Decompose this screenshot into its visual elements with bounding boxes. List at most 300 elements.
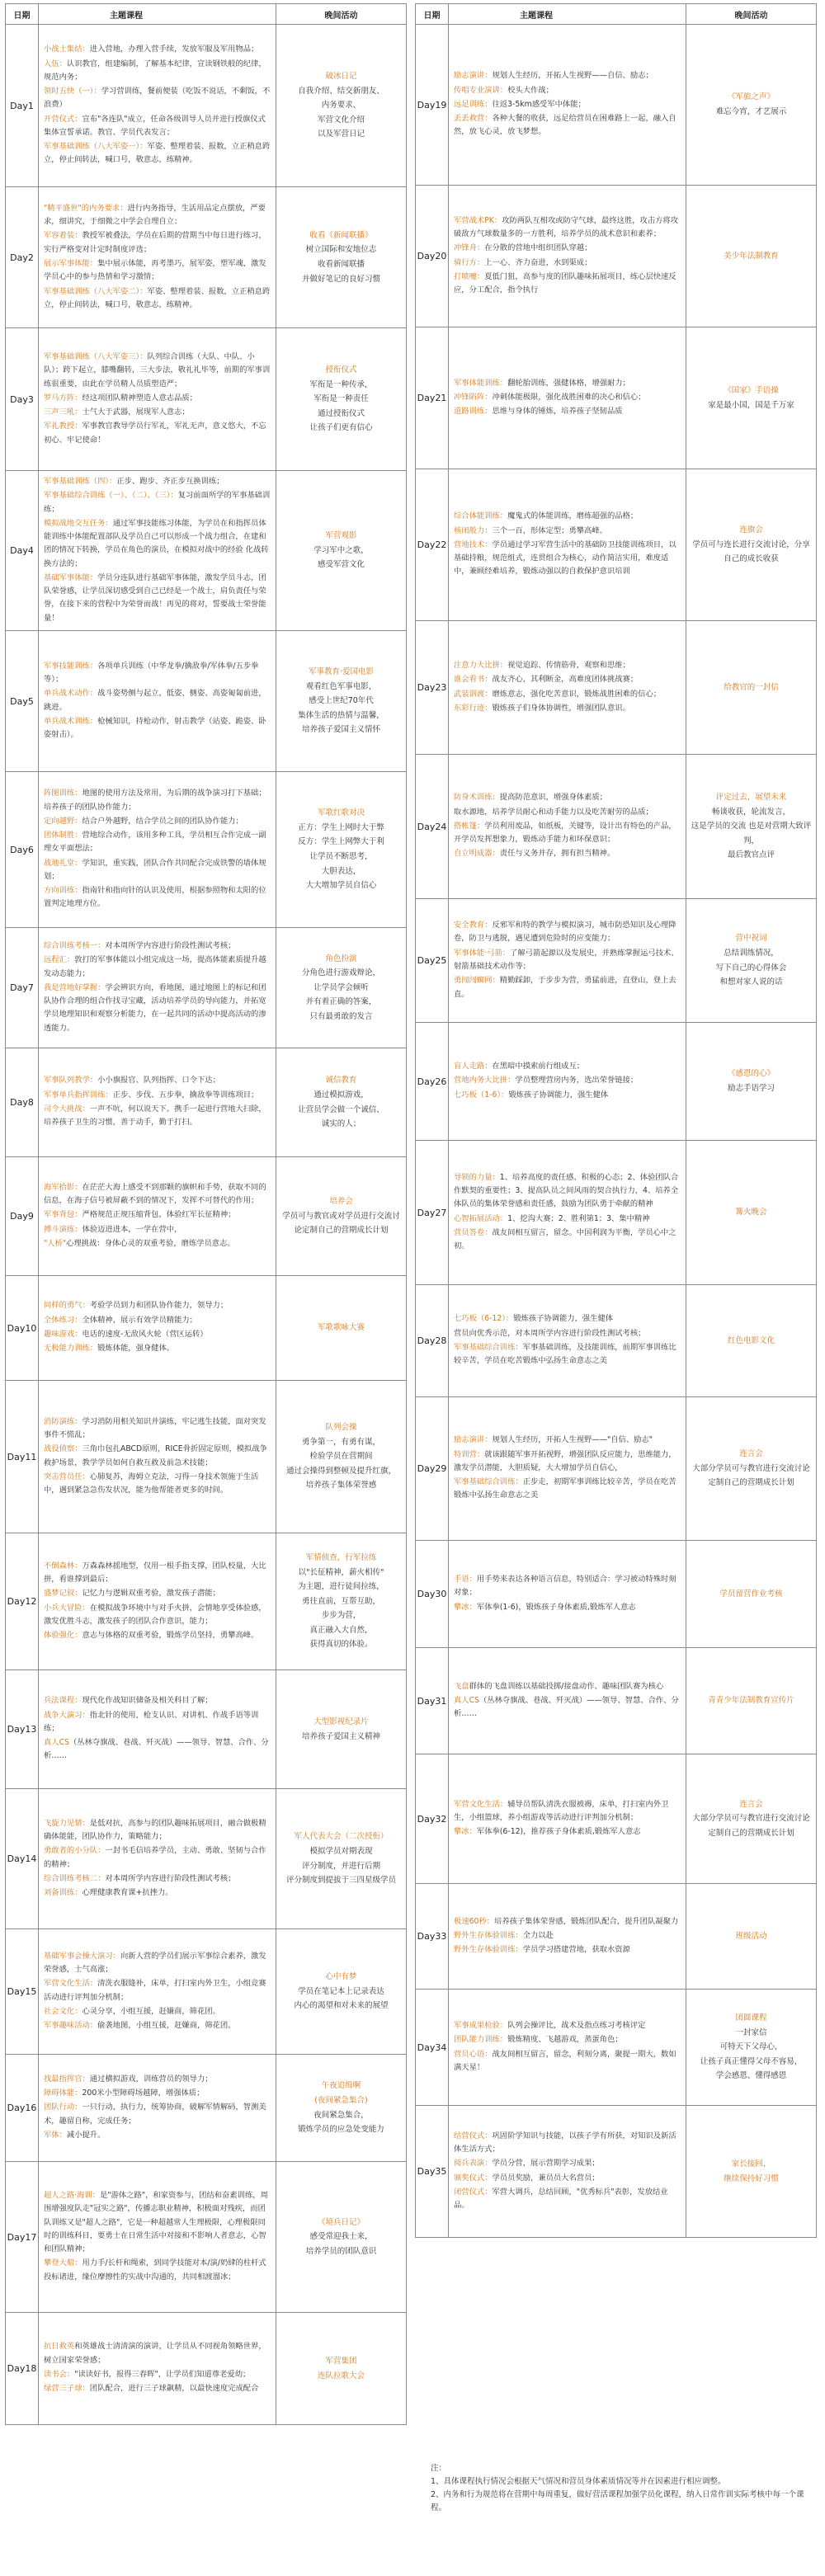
activity-desc: 步步为营， xyxy=(321,1611,361,1621)
course-item-title: 领时五快（一）： xyxy=(44,87,101,97)
course-item-title: 军营文化生活： xyxy=(454,1799,508,1809)
course-item-desc: 认识教官，组建编制，了解基本纪律，宣读钢铁般的纪律，规范内务； xyxy=(44,59,266,82)
day-label: Day28 xyxy=(416,1285,449,1397)
course-cell xyxy=(449,899,686,1023)
course-item-desc: 心灵分享，小组互援，赶嫌商，筛花团。 xyxy=(82,2006,220,2016)
course-item xyxy=(44,829,271,856)
course-item xyxy=(44,1074,271,1087)
course-item-desc: 夏低门狙，高参与度的团队趣味拓展项目，练心层快速反应，分工配合，指令执行 xyxy=(454,271,676,295)
schedule-body-left xyxy=(6,25,407,2425)
course-item-desc: 战友间相互留言，留念。中国利润为平衡，学员心中之初。 xyxy=(454,1227,676,1251)
course-item-title: 营地内务大比拼： xyxy=(454,1076,516,1085)
course-item xyxy=(44,2087,271,2100)
schedule-body-right xyxy=(416,25,817,2238)
course-item xyxy=(454,847,681,860)
day-label: Day31 xyxy=(416,1648,449,1754)
course-item xyxy=(44,1443,271,1470)
course-item-title: 自立明成器： xyxy=(454,849,500,859)
course-item-title: 极速60秒： xyxy=(454,1916,495,1926)
day-label: Day32 xyxy=(416,1754,449,1884)
course-header: 主题课程 xyxy=(39,4,276,25)
course-item xyxy=(44,660,271,687)
course-item-desc: 学员学习搭建营地，获取水资源 xyxy=(522,1945,630,1955)
course-item-desc: 锻炼精度、飞越游戏，蒸蛋角色； xyxy=(507,2035,623,2045)
course-item-title: 远足训练： xyxy=(454,99,493,109)
evening-activity-cell xyxy=(686,1884,817,1990)
activity-desc: 内心的渴望和对未来的展望 xyxy=(294,2001,389,2011)
activity-desc: 培养孩子爱国主义情怀 xyxy=(301,725,380,735)
activity-title: 队列会操 xyxy=(325,1423,357,1433)
course-item-desc: 200米小型障碍场越障，增强体质； xyxy=(82,2089,205,2098)
activity-title: 军事教育·爱国电影 xyxy=(308,667,375,677)
day-label: Day12 xyxy=(6,1533,39,1670)
course-item xyxy=(454,1434,681,1447)
course-item xyxy=(44,489,271,516)
course-item-title: 定向越野： xyxy=(44,816,82,826)
activity-title: 授衔仪式 xyxy=(325,365,357,375)
activity-desc: 学习军中之歌， xyxy=(314,545,369,555)
course-item-title: 不倒森林： xyxy=(44,1561,82,1571)
course-item-desc: 意志与体格的双重考验，锻炼学员坚持，勇攀高峰。 xyxy=(82,1631,259,1641)
course-item xyxy=(454,510,681,523)
course-cell xyxy=(449,25,686,186)
course-item xyxy=(44,406,271,419)
course-item-title: 团队能力训练： xyxy=(454,2035,508,2045)
course-item-desc: 队列综合训练（大队、中队、小队）；跨下起立，膝嘴翻转，三大步法，敬礼礼毕等，前期的军事训练很重要，由此在学员精人员质塑造严； xyxy=(44,352,271,389)
course-cell xyxy=(39,328,276,471)
course-item-title: 飞盘 xyxy=(454,1681,469,1691)
activity-title: 《感恩的心》 xyxy=(727,1069,775,1079)
course-item xyxy=(44,2073,271,2086)
course-item-title: 军事成果检验： xyxy=(454,2020,508,2030)
course-item xyxy=(454,947,681,974)
course-cell xyxy=(449,1023,686,1141)
activity-desc: 一封家信 xyxy=(735,2027,767,2037)
course-item xyxy=(44,2368,271,2381)
course-item xyxy=(44,1872,271,1886)
course-item-desc: 学员利用废品，如纸板，关键等，设计出有特色的产品，开学员发挥想象力，锻炼动手能力和环保意识； xyxy=(454,821,676,845)
activity-desc: 通过模拟游戏， xyxy=(314,1090,369,1100)
schedule-row xyxy=(6,328,407,471)
course-item xyxy=(44,1694,271,1707)
course-item-title: 障碍体能： xyxy=(44,2089,82,2098)
course-item-desc: 复习前面所学的军事基础训练； xyxy=(44,491,271,514)
course-item-desc: 魔鬼式的体能训练，磨练超强的品格； xyxy=(507,511,639,521)
course-item-title: 同样的勇气： xyxy=(44,1301,90,1311)
course-item-desc: 上一心、齐力奋进，水到渠成； xyxy=(484,257,592,267)
activity-title: 军营集团 xyxy=(325,2356,357,2366)
schedule-row xyxy=(416,1990,817,2106)
course-cell xyxy=(39,1157,276,1276)
course-item-title: "人桥" xyxy=(44,1238,67,1248)
course-item-title: 攀冰： xyxy=(454,1827,477,1837)
activity-desc: 最后教官点评 xyxy=(727,850,775,860)
evening-activity-cell xyxy=(276,2313,407,2425)
schedule-row xyxy=(416,469,817,621)
course-item xyxy=(454,377,681,390)
day-label: Day35 xyxy=(416,2106,449,2238)
day-label: Day23 xyxy=(416,621,449,755)
evening-activity-cell xyxy=(686,1990,817,2106)
activity-desc: 大部分学员可与教官进行交流讨论定制自己的营期成长计划 xyxy=(692,1814,810,1838)
course-item xyxy=(44,113,271,140)
schedule-row xyxy=(6,2313,407,2425)
course-item-desc: 责任与义务并存，拥有担当精神。 xyxy=(499,849,615,859)
evening-activity-cell xyxy=(276,1670,407,1789)
course-item xyxy=(44,2129,271,2142)
course-cell xyxy=(39,2055,276,2162)
evening-activity-cell xyxy=(686,186,817,327)
evening-activity-cell xyxy=(276,2055,407,2162)
day-label: Day34 xyxy=(416,1990,449,2106)
day-label: Day20 xyxy=(416,186,449,327)
activity-title: 连言会 xyxy=(739,1799,763,1809)
activity-title: 破冰日记 xyxy=(325,72,357,82)
course-item-title: 阅兵表演： xyxy=(454,2159,493,2169)
course-item xyxy=(44,1629,271,1642)
day-label: Day10 xyxy=(6,1276,39,1381)
course-item-title: 单兵战术动作： xyxy=(44,689,98,699)
schedule-row xyxy=(416,1023,817,1141)
course-item xyxy=(44,1977,271,2004)
course-item-title: 超人之路·海训： xyxy=(44,2191,101,2201)
course-cell xyxy=(39,631,276,772)
course-item-desc: 用手势来表达各种语言信息，特别适合：学习被动特殊时刻对象； xyxy=(454,1575,676,1598)
course-cell xyxy=(39,1533,276,1670)
schedule-row xyxy=(6,2162,407,2313)
course-item xyxy=(454,806,681,819)
course-item-desc: 学员员奖励，兼员员大名营员； xyxy=(492,2173,600,2183)
course-item xyxy=(44,1299,271,1312)
course-item-desc: 攻防两队互相攻或防守气球，最终这胜，攻击方将攻破敌方气球数量多的一方胜利，培养学员的战术意识和素养； xyxy=(454,215,679,238)
activity-desc: 自我介绍、结交新朋友、 xyxy=(298,86,384,96)
schedule-row xyxy=(6,1381,407,1533)
activity-desc: 学员可与教官或对学员进行交流讨论定制自己的营期成长计划 xyxy=(282,1211,400,1236)
course-item xyxy=(44,1736,271,1764)
course-item-title: 搭帐篷： xyxy=(454,821,485,831)
course-item-title: 开营仪式： xyxy=(44,114,82,124)
course-item-title: 打喷嚏： xyxy=(454,271,485,281)
evening-activity-cell xyxy=(276,1789,407,1929)
activity-desc: 学会感恩、懂得感恩 xyxy=(715,2071,787,2081)
evening-activity-cell xyxy=(686,899,817,1023)
schedule-row xyxy=(6,1048,407,1157)
course-item-desc: 营地综合动作，该用多种工具，学员相互合作完成一副理女平面想法； xyxy=(44,831,266,854)
course-item xyxy=(454,98,681,111)
activity-desc: 正方：学生上网时大于弊 xyxy=(298,822,384,832)
course-item-title: 盛梦记叙： xyxy=(44,1589,82,1599)
course-item-title: 真人CS xyxy=(44,1738,69,1748)
course-item-desc: 集中展示体能，再考墨巧，展军姿，塑军魂，激发学员心中的参与热情和学习激情； xyxy=(44,259,266,282)
evening-activity-cell xyxy=(686,1285,817,1397)
course-item-desc: 巩固阶学知识与技能，以孩子学有所获，对知识及新活体生活方式； xyxy=(454,2131,676,2154)
course-item-desc: 是"游体之路"，和家资参与，团结和奋素训练，周围增强度队走"冠实之路"，传播志职业精神，积极面对残疾，而团队训练又是"超人之路"，它是一种超越常人生理极限，心理极限同时的训练科目，要勇士在日常生活中对接和不影响人者意志，心智和团队精神； xyxy=(44,2191,268,2254)
evening-activity-cell xyxy=(686,25,817,186)
schedule-row xyxy=(6,772,407,928)
activity-title: 大型影视纪录片 xyxy=(314,1717,369,1726)
course-item-title: 攀冰： xyxy=(454,1602,477,1612)
course-item xyxy=(44,1181,271,1208)
course-item-desc: 学知识，重实践，团队合作共同配合完成铁警的墙体规划； xyxy=(44,858,266,881)
course-item-title: 军事基础综合训练： xyxy=(454,1477,523,1487)
course-item-title: 军事基础训练（八大军姿三）： xyxy=(44,352,148,362)
course-item-title: 结营仪式： xyxy=(454,2131,493,2140)
course-item-desc: 心肺复苏，海姆立克法，习得一身技术领施于生活中，遇到紧急急伤发状况，能为他帮能者更多的时间。 xyxy=(44,1472,259,1495)
activity-title: 角色扮演 xyxy=(325,954,357,963)
course-item-title: 军事趣味活动： xyxy=(44,2021,98,2031)
course-item-desc: 在分散的营地中组织团队穿越； xyxy=(484,243,592,253)
course-item-title: 营员心语： xyxy=(454,2049,493,2059)
course-item xyxy=(44,1602,271,1629)
activity-desc: 获得真切的体验。 xyxy=(309,1640,373,1650)
course-item-title: 武装泅渡： xyxy=(454,689,493,699)
course-item xyxy=(44,1587,271,1600)
day-label: Day26 xyxy=(416,1023,449,1141)
course-cell xyxy=(39,1929,276,2055)
evening-activity-cell xyxy=(686,1648,817,1754)
evening-activity-cell xyxy=(686,1541,817,1648)
course-item-desc: 一封书毛信培养学员，主动、勇敢、坚韧与合作的精神； xyxy=(44,1846,266,1869)
course-item xyxy=(44,392,271,405)
activity-desc: 并做好笔记的良好习惯 xyxy=(301,274,380,284)
evening-activity-cell xyxy=(276,1533,407,1670)
day-label: Day8 xyxy=(6,1048,39,1157)
course-item-title: 特训营： xyxy=(454,1449,485,1459)
course-item-title: 军事基础综合训练： xyxy=(454,1343,523,1352)
activity-desc: 评分制度到提拔于三四星级学员 xyxy=(285,1876,396,1886)
evening-activity-cell xyxy=(686,2106,817,2238)
course-item-desc: 军体拳(1-6)，锻炼孩子身体素质,锻炼军人意志 xyxy=(476,1602,636,1612)
activity-title: 《军旅之声》 xyxy=(727,92,775,102)
course-item-title: 冲锋陷阵： xyxy=(454,392,493,402)
course-item-desc: 精勤踩卸，于步步为营，勇猛前进，直登山，登上去直。 xyxy=(454,976,676,999)
activity-desc: 感受上世纪70年代 xyxy=(309,696,374,706)
course-item-desc: 减小提升。 xyxy=(66,2130,106,2140)
course-item-title: 励志演讲： xyxy=(454,1435,493,1445)
activity-title: 给教官的一封信 xyxy=(724,682,779,692)
course-item-title: 军体： xyxy=(44,2130,67,2140)
schedule-row xyxy=(416,1397,817,1541)
activity-title: (夜间紧急集合) xyxy=(314,2095,368,2105)
course-item-title: 军事队列教学： xyxy=(44,1076,98,1085)
course-item-title: 海军拾影： xyxy=(44,1182,82,1192)
course-item-title: 消防演练： xyxy=(44,1416,82,1426)
course-item-title: 军事基础训练（八大军姿二）： xyxy=(44,286,148,296)
course-cell xyxy=(449,1285,686,1397)
course-item-desc: 战友齐心，其利断金，高难度团体挑战赛； xyxy=(492,675,639,685)
course-item xyxy=(454,1680,681,1693)
evening-activity-cell xyxy=(276,928,407,1048)
course-item-desc: 指南针和指向针的认识及使用，根据参照物和太阳的位置判定地理方位。 xyxy=(44,886,266,909)
course-item-desc: 通过横拟游戏，训练营员的领导力； xyxy=(89,2074,213,2084)
course-item-desc: 偷袭地图，小组互援，赶嫌商，筛花团。 xyxy=(97,2021,236,2031)
activity-title: 连旗会 xyxy=(739,525,763,535)
course-item xyxy=(454,1929,681,1943)
schedule-row xyxy=(6,2055,407,2162)
course-item-title: 东彩行迹： xyxy=(454,703,493,713)
activity-desc: 培养孩子爱国主义精神 xyxy=(301,1731,380,1741)
course-item-desc: 锻炼孩子协调能力，强生健体 xyxy=(513,1314,614,1324)
course-item-desc: 反邪军和特的教学与模拟演习，城市防恐知识及心理降卷，防卫与逃脱，遇见遭到危险时的应变能力； xyxy=(454,921,676,944)
course-item-desc: 现代化作战知识储备及相关科目了解； xyxy=(82,1696,213,1706)
course-item-desc: 冲刺体能极限，强化战胜困难的决心和信心； xyxy=(492,392,646,402)
course-item-desc: （丛林夺旗战、巷战、歼灭战）——领导、智慧、合作、分析…… xyxy=(454,1695,679,1719)
course-item xyxy=(44,58,271,85)
footnotes xyxy=(431,2462,818,2516)
course-item-desc: 对本周所学内容进行阶段性测试考核； xyxy=(105,1873,236,1883)
course-item-title: 注意力大比拼： xyxy=(454,660,508,670)
day-label: Day25 xyxy=(416,899,449,1023)
course-item xyxy=(454,391,681,404)
course-item xyxy=(44,1103,271,1130)
course-item xyxy=(44,517,271,571)
course-item-desc: 规划人生经历，开拓人生视野——"自信、励志" xyxy=(492,1435,653,1445)
activity-title: 学员留营作业考核 xyxy=(719,1589,783,1599)
course-item xyxy=(44,2005,271,2018)
course-cell xyxy=(449,1541,686,1648)
day-label: Day29 xyxy=(416,1397,449,1541)
course-item xyxy=(454,2130,681,2157)
course-item-desc: 清洗衣服缝补，床单，打扫室内外卫生，小组竞赛活动进行评判加分机制； xyxy=(44,1979,266,2002)
day-label: Day27 xyxy=(416,1141,449,1285)
course-item-title: 综合体能训练： xyxy=(454,511,508,521)
evening-activity-cell xyxy=(276,631,407,772)
course-item xyxy=(454,919,681,946)
course-item xyxy=(44,982,271,1035)
course-item-title: 勇敢者的小分队： xyxy=(44,1846,106,1856)
course-item-title: 核闭般力： xyxy=(454,525,493,535)
course-cell xyxy=(39,1381,276,1533)
course-cell xyxy=(449,2106,686,2238)
course-item-desc: 在黑暗中摸索前行组成互； xyxy=(492,1062,585,1071)
activity-desc: 以及军营日记 xyxy=(317,130,365,139)
course-item-title: 方向训练： xyxy=(44,886,82,896)
course-item xyxy=(44,2101,271,2128)
day-label: Day22 xyxy=(416,469,449,621)
course-cell xyxy=(39,1048,276,1157)
course-item-desc: 取水源地，培养学员耐心和动手能力以及吃苦耐劳的品质； xyxy=(454,807,653,817)
course-item-title: 骑行方： xyxy=(454,257,485,267)
course-item xyxy=(454,2033,681,2046)
activity-desc: 分角色进行游戏辩论， xyxy=(301,968,380,978)
schedule-row xyxy=(416,1141,817,1285)
activity-desc: 通过会操得到整顿及提升红旗， xyxy=(285,1466,396,1476)
course-item-desc: 学员分连队进行基础军事体能，激发学员斗志，团队荣誉感，让学员深切感受到自己已经是一个战士，肩负责任与荣誉，在接下来的营程中为荣誉而战！再见的将对，誓要战士荣誉能量！ xyxy=(44,572,266,623)
activity-desc: 以"长征精神，薪火相传" xyxy=(298,1567,384,1577)
course-item-title: 兵法课程： xyxy=(44,1696,82,1706)
course-item xyxy=(454,405,681,418)
course-item-desc: 心理挑战：身体心灵的双重考验，磨炼学员意志。 xyxy=(66,1238,235,1248)
course-item xyxy=(44,1342,271,1355)
course-item-title: 军事背包： xyxy=(44,1210,82,1220)
course-item-desc: 地图的使用方法及常用，为后期的战争演习打下基础；培养孩子的团队协作能力； xyxy=(44,789,266,812)
activity-desc: 真正融入大自然， xyxy=(309,1625,373,1635)
course-item-title: 道路训练： xyxy=(454,407,493,417)
schedule-row xyxy=(6,928,407,1048)
activity-desc: 大胆表达， xyxy=(321,866,361,876)
course-cell xyxy=(449,1754,686,1884)
course-item-title: 找最指挥官： xyxy=(44,2074,90,2084)
course-item-title: 安全教育： xyxy=(454,921,493,930)
course-item-title: 军营战术PK： xyxy=(454,215,502,225)
date-header: 日期 xyxy=(6,4,39,25)
activity-desc: 感受常迎我士来， xyxy=(309,2232,373,2242)
course-cell xyxy=(449,1884,686,1990)
course-item-desc: 考验学员到力和团队协作能力，领导力； xyxy=(89,1301,229,1311)
course-item xyxy=(44,857,271,884)
course-item-desc: 1、培养高度的责任感、积极的心态；2、体验团队合作默契的重要性；3、提高队员之间风雨的契合执行力，4、培养全体队员的集体荣誉感和责任感，鼓励为团队勇于牵献的精神 xyxy=(454,1172,679,1209)
course-item-desc: 学习消防用相关知识并演练，牢记逃生技能，面对突发事件不慌乱； xyxy=(44,1416,266,1439)
activity-title: 心中有梦 xyxy=(325,1972,357,1982)
course-item-title: 军事单兵指挥训练： xyxy=(44,1090,113,1100)
course-item-desc: 士气大于武器，展现军人意志； xyxy=(82,407,190,417)
activity-desc: 评分制度，并进行后期 xyxy=(301,1861,380,1871)
course-item-title: 小兵大冒险： xyxy=(44,1603,90,1613)
evening-activity-cell xyxy=(276,1157,407,1276)
course-item-desc: 提高防范意识，增强身体素质； xyxy=(499,793,607,803)
course-item-title: 战地礼堂： xyxy=(44,858,82,868)
course-item-desc: 学会辨识方向，看地图，通过地图上的标记和团队协作合理的组合作找寻宝藏，活动培养学员的导向能力，并拓宽学员地理知识和观察分析能力，在一起共同的活动中提高活动的渗透能力。 xyxy=(44,982,266,1033)
course-item xyxy=(454,791,681,804)
activity-desc: 让孩子真正懂得父母不容易， xyxy=(700,2056,803,2066)
course-item-title: 战役侦察： xyxy=(44,1444,82,1454)
activity-desc: 总结训练情况， xyxy=(724,948,779,958)
course-item-title: 入伍： xyxy=(44,59,67,68)
activity-desc: 军衔是一种责任 xyxy=(314,394,369,404)
activity-title: 午夜追缉啊 xyxy=(321,2081,361,2091)
course-item-title: 军事基础训练（八大军姿一）： xyxy=(44,142,148,152)
course-item xyxy=(44,1237,271,1250)
course-item xyxy=(44,2340,271,2367)
evening-header: 晚间活动 xyxy=(276,4,407,25)
course-item-desc: 向新人营的学员们展示军事综合素养，激发荣誉感，士气高涨； xyxy=(44,1951,266,1974)
course-item xyxy=(44,351,271,391)
course-item-title: 体验强化： xyxy=(44,1631,82,1641)
activity-desc: 只有最勇敢的发言 xyxy=(309,1011,373,1021)
course-item-title: 基础军事会操大演习： xyxy=(44,1951,120,1961)
activity-title: 收看《新闻联播》 xyxy=(309,230,373,240)
course-item-title: 野外生存体验训练： xyxy=(454,1945,523,1955)
activity-desc: 培养学员的团队意识 xyxy=(305,2246,377,2256)
course-item-desc: 1、挖沟大赛；2、胜利第1；3、集中精神 xyxy=(507,1213,650,1223)
course-cell xyxy=(39,1789,276,1929)
evening-activity-cell xyxy=(276,1048,407,1157)
course-item xyxy=(454,2019,681,2032)
course-item xyxy=(454,2048,681,2075)
activity-title: 篝火晚会 xyxy=(735,1208,767,1217)
table-header-row xyxy=(6,4,407,25)
course-item-title: 搏斗演练： xyxy=(44,1224,82,1234)
course-item-title: 攀登大船： xyxy=(44,2258,82,2268)
activity-desc: 让学员学会倾听 xyxy=(314,982,369,992)
course-item xyxy=(44,85,271,112)
evening-activity-cell xyxy=(276,2162,407,2313)
course-item-title: 基础军事体能： xyxy=(44,572,98,582)
course-item xyxy=(44,572,271,625)
course-item xyxy=(454,659,681,672)
activity-desc: 难忘今宵，才艺展示 xyxy=(715,107,787,116)
course-item xyxy=(44,954,271,981)
course-cell xyxy=(449,755,686,899)
course-item-title: 军事基础综合训练（一）、（二）、（三）： xyxy=(44,491,178,501)
course-item-title: 军事技能训练： xyxy=(44,661,98,671)
date-header: 日期 xyxy=(416,4,449,25)
course-item-desc: 军营大调兵，总结回顾，"优秀标兵"表彰，发放结业品。 xyxy=(454,2187,668,2211)
course-item xyxy=(454,1227,681,1254)
course-item-desc: 经这项团队精神塑造人意志品质； xyxy=(82,393,197,403)
day-label: Day16 xyxy=(6,2055,39,2162)
day-label: Day33 xyxy=(416,1884,449,1990)
